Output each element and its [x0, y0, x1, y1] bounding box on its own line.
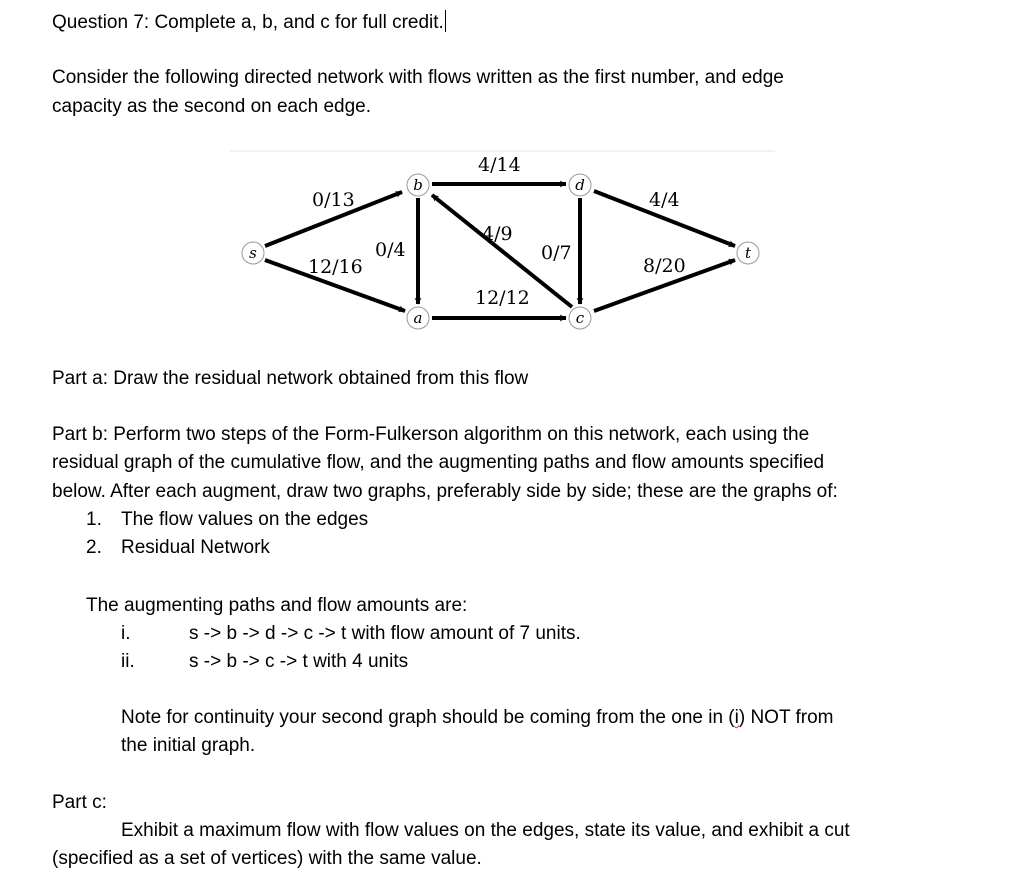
- label-d-c: 0/7: [541, 242, 572, 264]
- part-c-line-2: (specified as a set of vertices) with the same value.: [52, 848, 482, 869]
- node-d: [569, 174, 591, 196]
- label-b-d: 4/14: [478, 154, 521, 176]
- list-item-number: 2.: [86, 537, 102, 558]
- label-d-t: 4/4: [649, 189, 680, 211]
- part-b-line-1: Part b: Perform two steps of the Form-Fulkerson algorithm on this network, each using the: [52, 424, 810, 445]
- label-s-b: 0/13: [312, 189, 355, 211]
- augmenting-heading: The augmenting paths and flow amounts are:: [86, 595, 468, 616]
- augment-item-text: s -> b -> c -> t with 4 units: [189, 651, 409, 672]
- node-s: [242, 242, 264, 264]
- intro-line-1: Consider the following directed network with flows written as the first number, and edge: [52, 67, 784, 88]
- label-c-t: 8/20: [643, 255, 686, 277]
- spellcheck-underline: i: [734, 707, 739, 728]
- part-c-line-1: Exhibit a maximum flow with flow values on the edges, state its value, and exhibit a cut: [121, 820, 850, 841]
- svg-text:d: d: [575, 176, 585, 194]
- note-line-2: the initial graph.: [121, 735, 256, 756]
- part-b-line-3: below. After each augment, draw two graphs, preferably side by side; these are the graphs of:: [52, 481, 838, 502]
- label-c-b: 4/9: [482, 223, 513, 245]
- label-b-a: 0/4: [375, 239, 406, 261]
- augment-item-number: ii.: [121, 651, 135, 672]
- augment-item-number: i.: [121, 623, 131, 644]
- svg-text:a: a: [413, 309, 423, 327]
- note-line-1: Note for continuity your second graph should be coming from the one in (i) NOT from: [121, 707, 834, 728]
- intro-line-2: capacity as the second on each edge.: [52, 96, 372, 117]
- label-a-c: 12/12: [475, 287, 530, 309]
- question-title: Question 7: Complete a, b, and c for full credit.: [52, 12, 444, 33]
- list-item-number: 1.: [86, 509, 102, 530]
- svg-text:c: c: [575, 309, 585, 327]
- list-item-text: Residual Network: [121, 537, 270, 558]
- node-a: [407, 307, 429, 329]
- list-item-text: The flow values on the edges: [121, 509, 369, 530]
- part-b-line-2: residual graph of the cumulative flow, and the augmenting paths and flow amounts specified: [52, 452, 825, 473]
- figure-top-border: [230, 150, 775, 152]
- label-s-a: 12/16: [308, 256, 363, 278]
- node-t: [737, 242, 759, 264]
- augment-item-text: s -> b -> d -> c -> t with flow amount of 7 units.: [189, 623, 581, 644]
- node-c: [569, 307, 591, 329]
- svg-text:s: s: [249, 244, 257, 262]
- part-c-label: Part c:: [52, 792, 107, 813]
- svg-text:t: t: [744, 244, 752, 262]
- part-a-text: Part a: Draw the residual network obtained from this flow: [52, 368, 529, 389]
- node-b: [407, 174, 429, 196]
- svg-text:b: b: [413, 176, 423, 194]
